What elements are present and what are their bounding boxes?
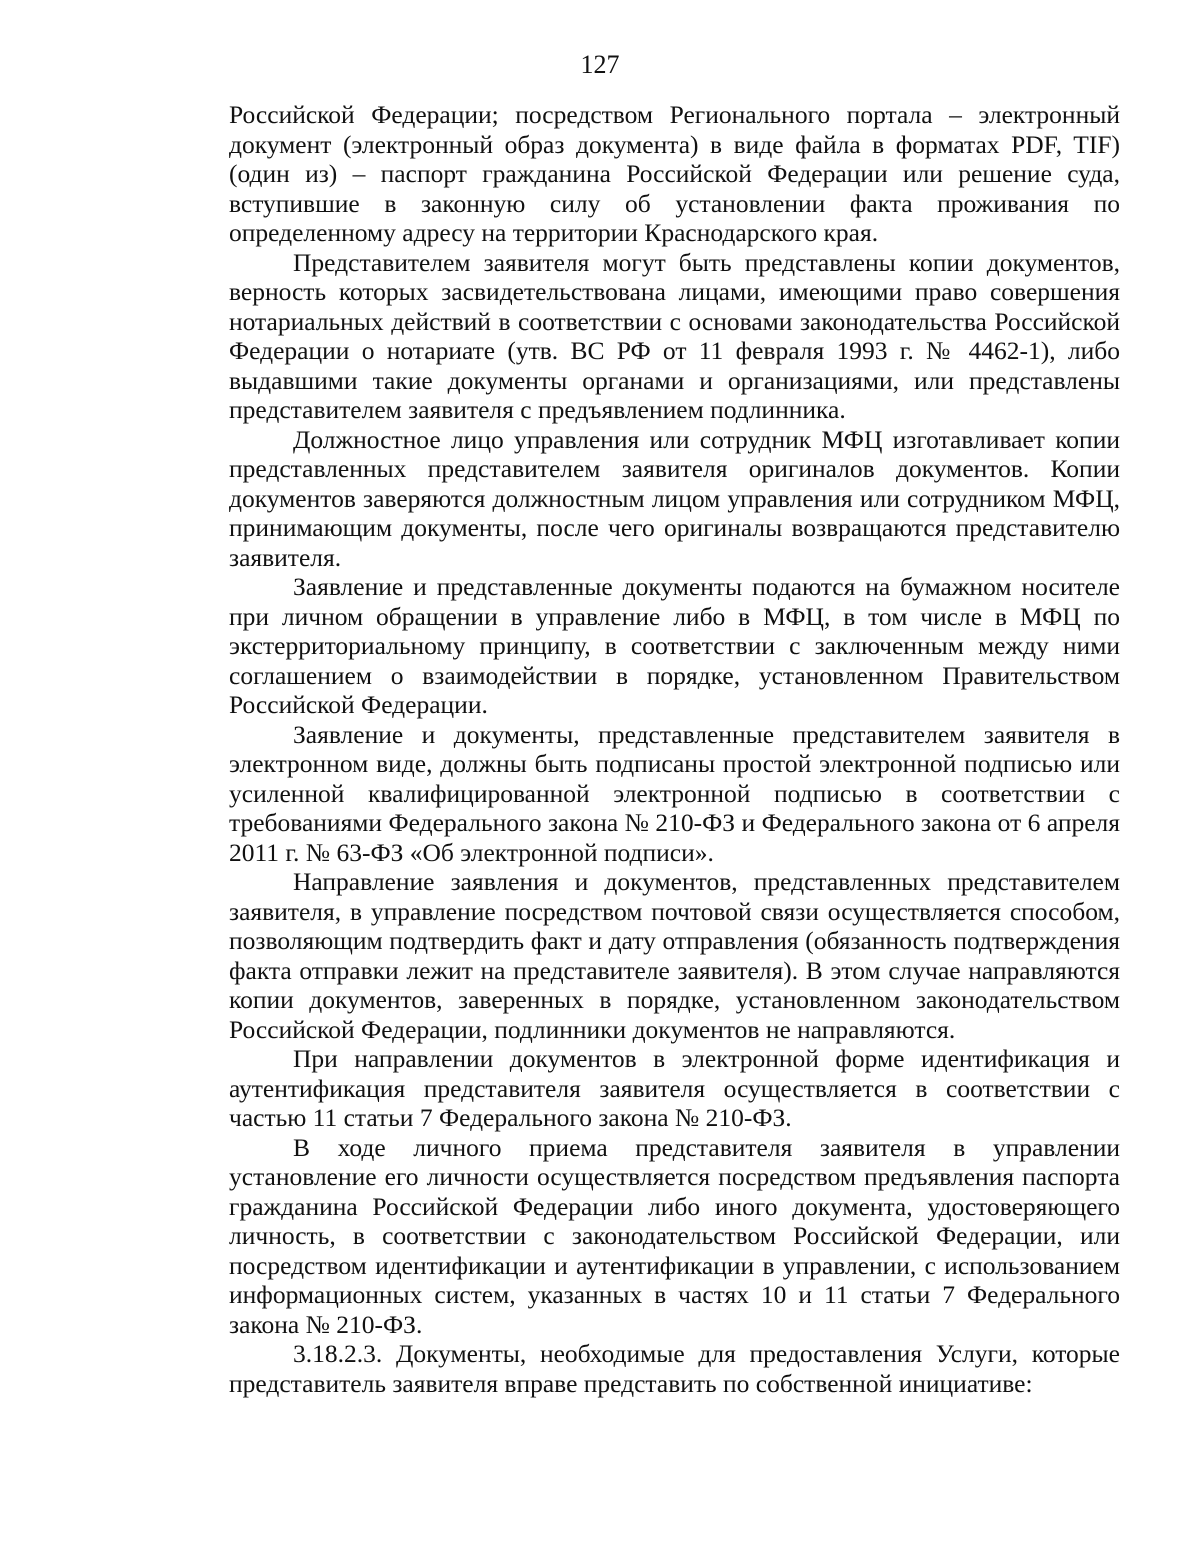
paragraph: Заявление и документы, представленные представителем заявителя в электронном виде, должны быть подписаны простой электронной подписью или усиленной квалифицированной электронной подписью в соответствии с требованиями Федерального закона № 210-ФЗ и Федерального закона от 6 апреля 2011 г. № 63-ФЗ «Об электронной подписи». <box>229 719 1120 867</box>
paragraph: Заявление и представленные документы подаются на бумажном носителе при личном обращении в управление либо в МФЦ, в том числе в МФЦ по экстерриториальному принципу, в соответствии с заключенным между ними соглашением о взаимодействии в порядке, установленном Правительством Российской Федерации. <box>229 572 1120 719</box>
paragraph: Российской Федерации; посредством Регионального портала – электронный документ (электронный образ документа) в виде файла в форматах PDF, TIF) (один из) – паспорт гражданина Российской Федерации или решение суда, вступившие в законную силу об установлении факта проживания по определенному адресу на территории Краснодарского края. <box>229 100 1120 247</box>
paragraph: В ходе личного приема представителя заявителя в управлении установление его личности осуществляется посредством предъявления паспорта гражданина Российской Федерации либо иного документа, удостоверяющего личность, в соответствии с законодательством Российской Федерации, или посредством идентификации и аутентификации в управлении, с использованием информационных систем, указанных в частях 10 и 11 статьи 7 Федерального закона № 210-ФЗ. <box>229 1132 1120 1339</box>
paragraph: Направление заявления и документов, представленных представителем заявителя, в управление посредством почтовой связи осуществляется способом, позволяющим подтвердить факт и дату отправления (обязанность подтверждения факта отправки лежит на представителе заявителя). В этом случае направляются копии документов, заверенных в порядке, установленном законодательством Российской Федерации, подлинники документов не направляются. <box>229 867 1120 1044</box>
paragraph: Должностное лицо управления или сотрудник МФЦ изготавливает копии представленных представителем заявителя оригиналов документов. Копии документов заверяются должностным лицом управления или сотрудником МФЦ, принимающим документы, после чего оригиналы возвращаются представителю заявителя. <box>229 424 1120 572</box>
document-body <box>229 100 1120 1398</box>
paragraph: При направлении документов в электронной форме идентификация и аутентификация представителя заявителя осуществляется в соответствии с частью 11 статьи 7 Федерального закона № 210-ФЗ. <box>229 1044 1120 1132</box>
paragraph: 3.18.2.3. Документы, необходимые для предоставления Услуги, которые представитель заявителя вправе представить по собственной инициативе: <box>229 1339 1120 1398</box>
paragraph: Представителем заявителя могут быть представлены копии документов, верность которых засвидетельствована лицами, имеющими право совершения нотариальных действий в соответствии с основами законодательства Российской Федерации о нотариате (утв. ВС РФ от 11 февраля 1993 г. № 4462-1), либо выдавшими такие документы органами и организациями, или представлены представителем заявителя с предъявлением подлинника. <box>229 247 1120 424</box>
page-number: 127 <box>580 50 620 79</box>
